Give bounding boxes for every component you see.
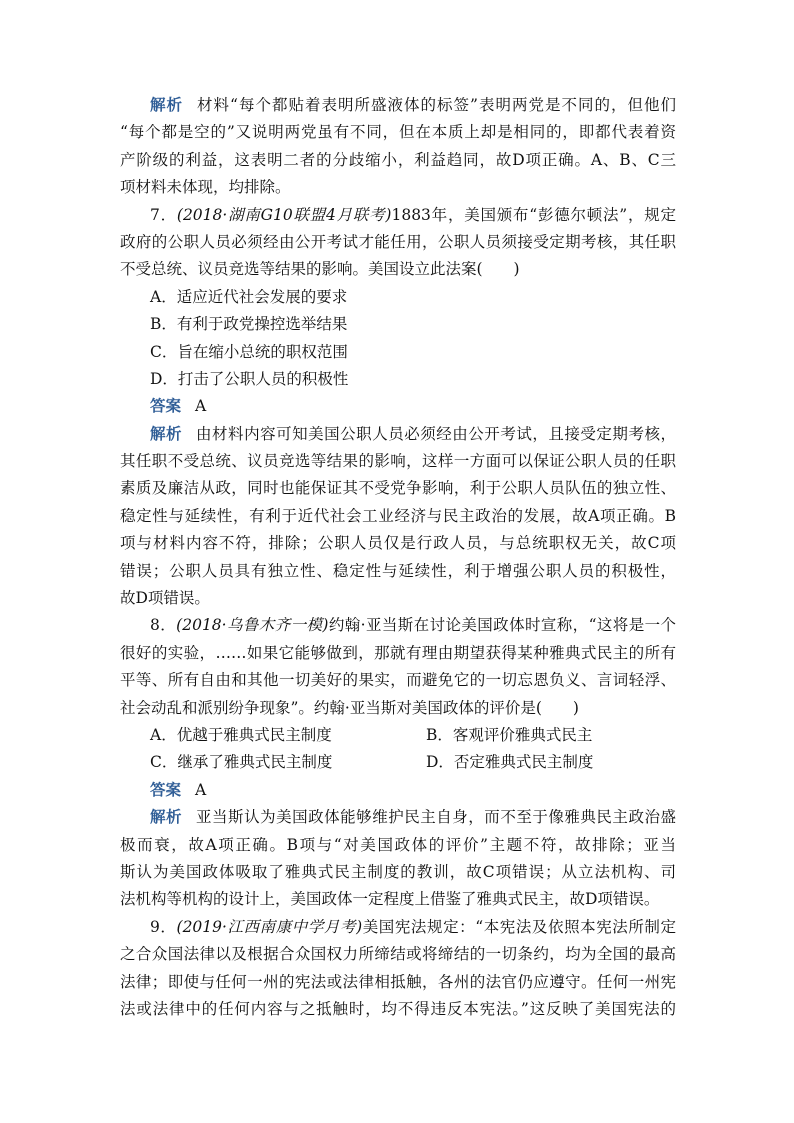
- question-9-line: 之合众国法律以及根据合众国权力所缔结或将缔结的一切条约，均为全国的最高: [120, 945, 676, 964]
- question-8-line: 很好的实验，……如果它能够做到，那就有理由期望获得某种雅典式民主的所有: [120, 643, 676, 662]
- answer-label: 答案: [150, 780, 182, 799]
- question-source: (2018·湖南G10联盟4月联考): [176, 205, 392, 224]
- answer-value: A: [195, 397, 207, 416]
- question-number: 7．: [150, 205, 177, 224]
- question-source: (2018·乌鲁木齐一模): [176, 616, 329, 635]
- analysis-line: “每个都是空的”又说明两党虽有不同，但在本质上却是相同的，即都代表着资: [120, 123, 676, 142]
- option-row: [120, 722, 676, 749]
- analysis-label: 解析: [150, 808, 183, 827]
- option-b: B．客观评价雅典式民主: [426, 725, 593, 744]
- analysis-line: 解析 材料“每个都贴着表明所盛液体的标签”表明两党是不同的，但他们: [150, 96, 676, 114]
- analysis-line: 解析 由材料内容可知美国公职人员必须经由公开考试，且接受定期考核，: [150, 424, 676, 443]
- answer-value: A: [195, 780, 207, 799]
- question-7-line: 7．(2018·湖南G10联盟4月联考)1883年，美国颁布“彭德尔顿法”，规定: [150, 205, 676, 224]
- question-9-line: 法律；即使与任何一州的宪法或法律相抵触，各州的法官仍应遵守。任何一州宪: [120, 972, 676, 991]
- question-9-line: 法或法律中的任何内容与之抵触时，均不得违反本宪法。”这反映了美国宪法的: [120, 999, 676, 1018]
- analysis-line: 素质及廉洁从政，同时也能保证其不受党争影响，利于公职人员队伍的独立性、: [120, 479, 676, 498]
- question-7-line: 不受总统、议员竞选等结果的影响。美国设立此法案( ): [120, 260, 520, 279]
- analysis-line: 错误；公职人员具有独立性、稳定性与延续性，利于增强公职人员的积极性，: [120, 561, 676, 580]
- question-7-line: 政府的公职人员必须经由公开考试才能任用，公职人员须接受定期考核，其任职: [120, 232, 676, 251]
- option-d: D．否定雅典式民主制度: [426, 753, 594, 772]
- question-8-line: 8．(2018·乌鲁木齐一模)约翰·亚当斯在讨论美国政体时宣称，“这将是一个: [150, 616, 676, 635]
- answer-label: 答案: [150, 397, 182, 416]
- analysis-line: 斯认为美国政体吸取了雅典式民主制度的教训，故C项错误；从立法机构、司: [120, 862, 676, 881]
- analysis-label: 解析: [150, 96, 184, 114]
- analysis-line: 稳定性与延续性，有利于近代社会工业经济与民主政治的发展，故A项正确。B: [120, 506, 676, 525]
- answer-line: [120, 777, 676, 804]
- question-number: 9．: [150, 917, 177, 936]
- analysis-line: 项与材料内容不符，排除；公职人员仅是行政人员，与总统职权无关，故C项: [120, 534, 676, 553]
- question-8-line: 社会动乱和派别纷争现象”。约翰·亚当斯对美国政体的评价是( ): [120, 698, 579, 717]
- option-b: B．有利于政党操控选举结果: [150, 315, 348, 334]
- option-c: C．继承了雅典式民主制度: [150, 753, 333, 772]
- analysis-line: 项材料未体现，均排除。: [120, 178, 291, 197]
- answer-line: [120, 393, 676, 420]
- question-number: 8．: [150, 616, 177, 635]
- analysis-line: 解析 亚当斯认为美国政体能够维护民主自身，而不至于像雅典民主政治盛: [150, 808, 676, 827]
- question-source: (2019·江西南康中学月考): [176, 917, 363, 936]
- analysis-line: 其任职不受总统、议员竞选等结果的影响，这样一方面可以保证公职人员的任职: [120, 452, 676, 471]
- option-a: A．优越于雅典式民主制度: [150, 725, 332, 744]
- question-9-line: 9．(2019·江西南康中学月考)美国宪法规定：“本宪法及依照本宪法所制定: [150, 917, 676, 936]
- option-row: [120, 749, 676, 776]
- option-c: C．旨在缩小总统的职权范围: [150, 342, 348, 361]
- analysis-line: 法机构等机构的设计上，美国政体一定程度上借鉴了雅典式民主，故D项错误。: [120, 890, 660, 909]
- page-content: [120, 92, 676, 1023]
- analysis-line: 产阶级的利益，这表明二者的分歧缩小，利益趋同，故D项正确。A、B、C三: [120, 150, 676, 169]
- analysis-line: 极而衰，故A项正确。B项与“对美国政体的评价”主题不符，故排除；亚当: [120, 835, 676, 854]
- option-a: A．适应近代社会发展的要求: [150, 287, 348, 306]
- option-d: D．打击了公职人员的积极性: [150, 369, 349, 388]
- analysis-line: 故D项错误。: [120, 589, 210, 608]
- analysis-label: 解析: [150, 424, 183, 443]
- question-8-line: 平等、所有自由和其他一切美好的果实，而避免它的一切忘恩负义、言词轻浮、: [120, 671, 676, 690]
